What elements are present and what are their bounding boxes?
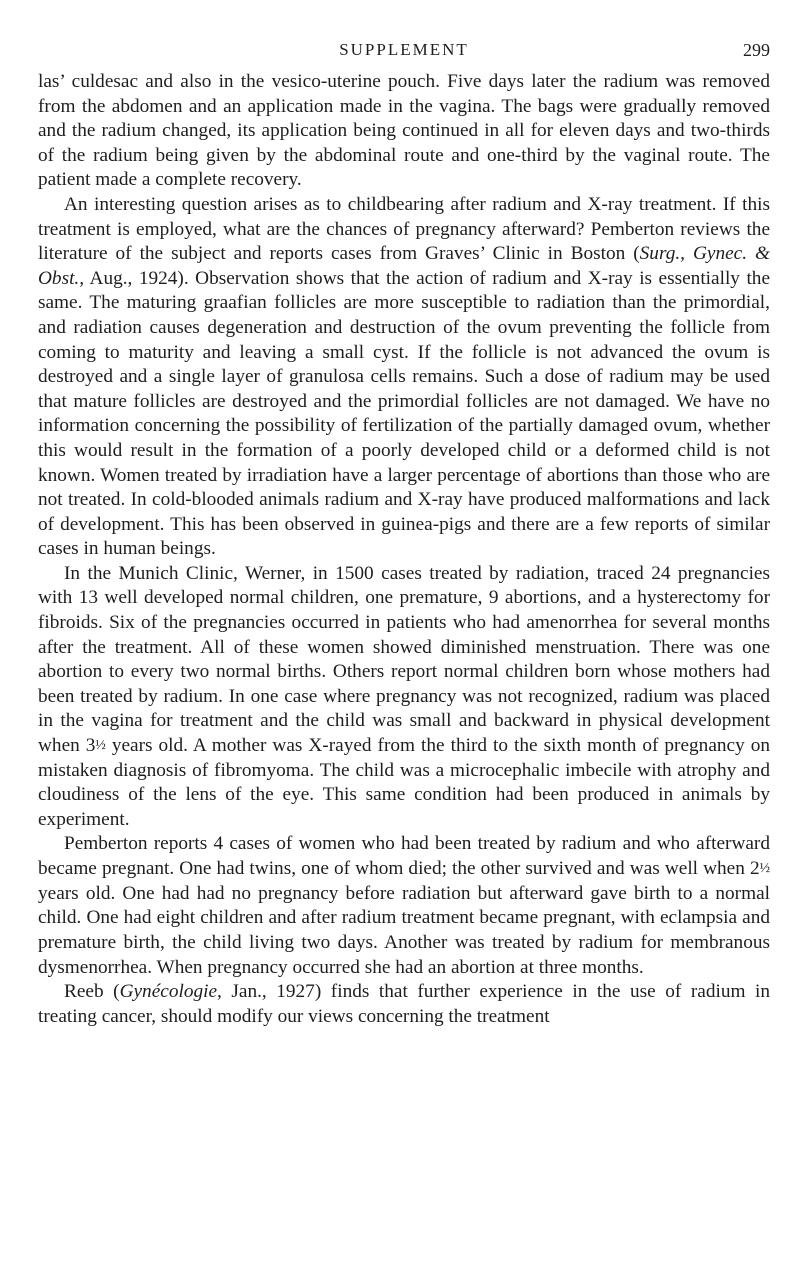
text-run: Jan., 1927) finds that further experience in the use of radium in treating cancer, should modify our views concerning the treatment [38,981,770,1027]
body-text [38,70,770,1029]
text-run: Reeb ( [64,981,120,1003]
text-run: years old. One had had no pregnancy before radiation but afterward gave birth to a normal child. One had eight children and after radium treatment became pregnant, with eclampsia and premature birth, the child living two days. Another was treated by radium for membranous dysmenorrhea. When pregnancy occurred she had an abortion at three months. [38,882,770,978]
running-head [38,40,770,70]
fraction: ½ [759,861,770,877]
citation-italic: Surg., Gynec. & Obst., [38,243,770,289]
paragraph [38,980,770,1029]
paragraph [38,193,770,562]
text-run: Pemberton reports 4 cases of women who had been treated by radium and who afterward became pregnant. One had twins, one of whom died; the other survived and was well when 2 [38,833,770,880]
paragraph [38,70,770,193]
paragraph [38,832,770,980]
text-run: An interesting question arises as to childbearing after radium and X-ray treatment. If this treatment is employed, what are the chances of pregnancy afterward? Pemberton reviews the literature of the subject and reports cases from Graves’ Clinic in Boston ( [38,193,770,265]
text-run: Aug., 1924). Observation shows that the action of radium and X-ray is essentially the same. The maturing graafian follicles are more susceptible to radiation than the primordial, and radiation causes degeneration and destruction of the ovum preventing the follicle from coming to maturity and leaving a small cyst. If the follicle is not advanced the ovum is destroyed and a single layer of granulosa cells remains. Such a dose of radium may be used that mature follicles are destroyed and the primordial follicles are not damaged. We have no information concerning the possibility of fertilization of the partially damaged ovum, whether this would result in the formation of a poorly developed child or a deformed child is not known. Women treated by irradiation have a larger percentage of abortions than those who are not treated. In cold-blooded animals radium and X-ray have produced malformations and lack of development. This has been observed in guinea-pigs and there are a few reports of similar cases in human beings. [38,267,770,560]
citation-italic: Gynécologie, [119,981,222,1003]
text-run: In the Munich Clinic, Werner, in 1500 cases treated by radiation, traced 24 pregnancies with 13 well developed normal children, one premature, 9 abortions, and a hysterectomy for fibroids. Six of the pregnancies occurred in patients who had amenorrhea for several months after the treatment. All of these women showed diminished menstruation. There was one abortion to every two normal births. Others report normal children born whose mothers had been treated by radium. In one case where pregnancy was not recognized, radium was placed in the vagina for treatment and the child was small and backward in physical development when 3 [38,562,770,757]
paragraph [38,562,770,833]
running-title: SUPPLEMENT [339,40,469,59]
fraction: ½ [95,738,106,754]
text-run: years old. A mother was X-rayed from the third to the sixth month of pregnancy on mistaken diagnosis of fibromyoma. The child was a microcephalic imbecile with atrophy and cloudiness of the lens of the eye. This same condition had been produced in animals by experiment. [38,735,770,830]
page-number: 299 [743,40,770,60]
text-run: las’ culdesac and also in the vesico-uterine pouch. Five days later the radium was removed from the abdomen and an application made in the vagina. The bags were gradually removed and the radium changed, its application being continued in all for eleven days and two-thirds of the radium being given by the abdominal route and one-third by the vaginal route. The patient made a complete recovery. [38,71,770,191]
